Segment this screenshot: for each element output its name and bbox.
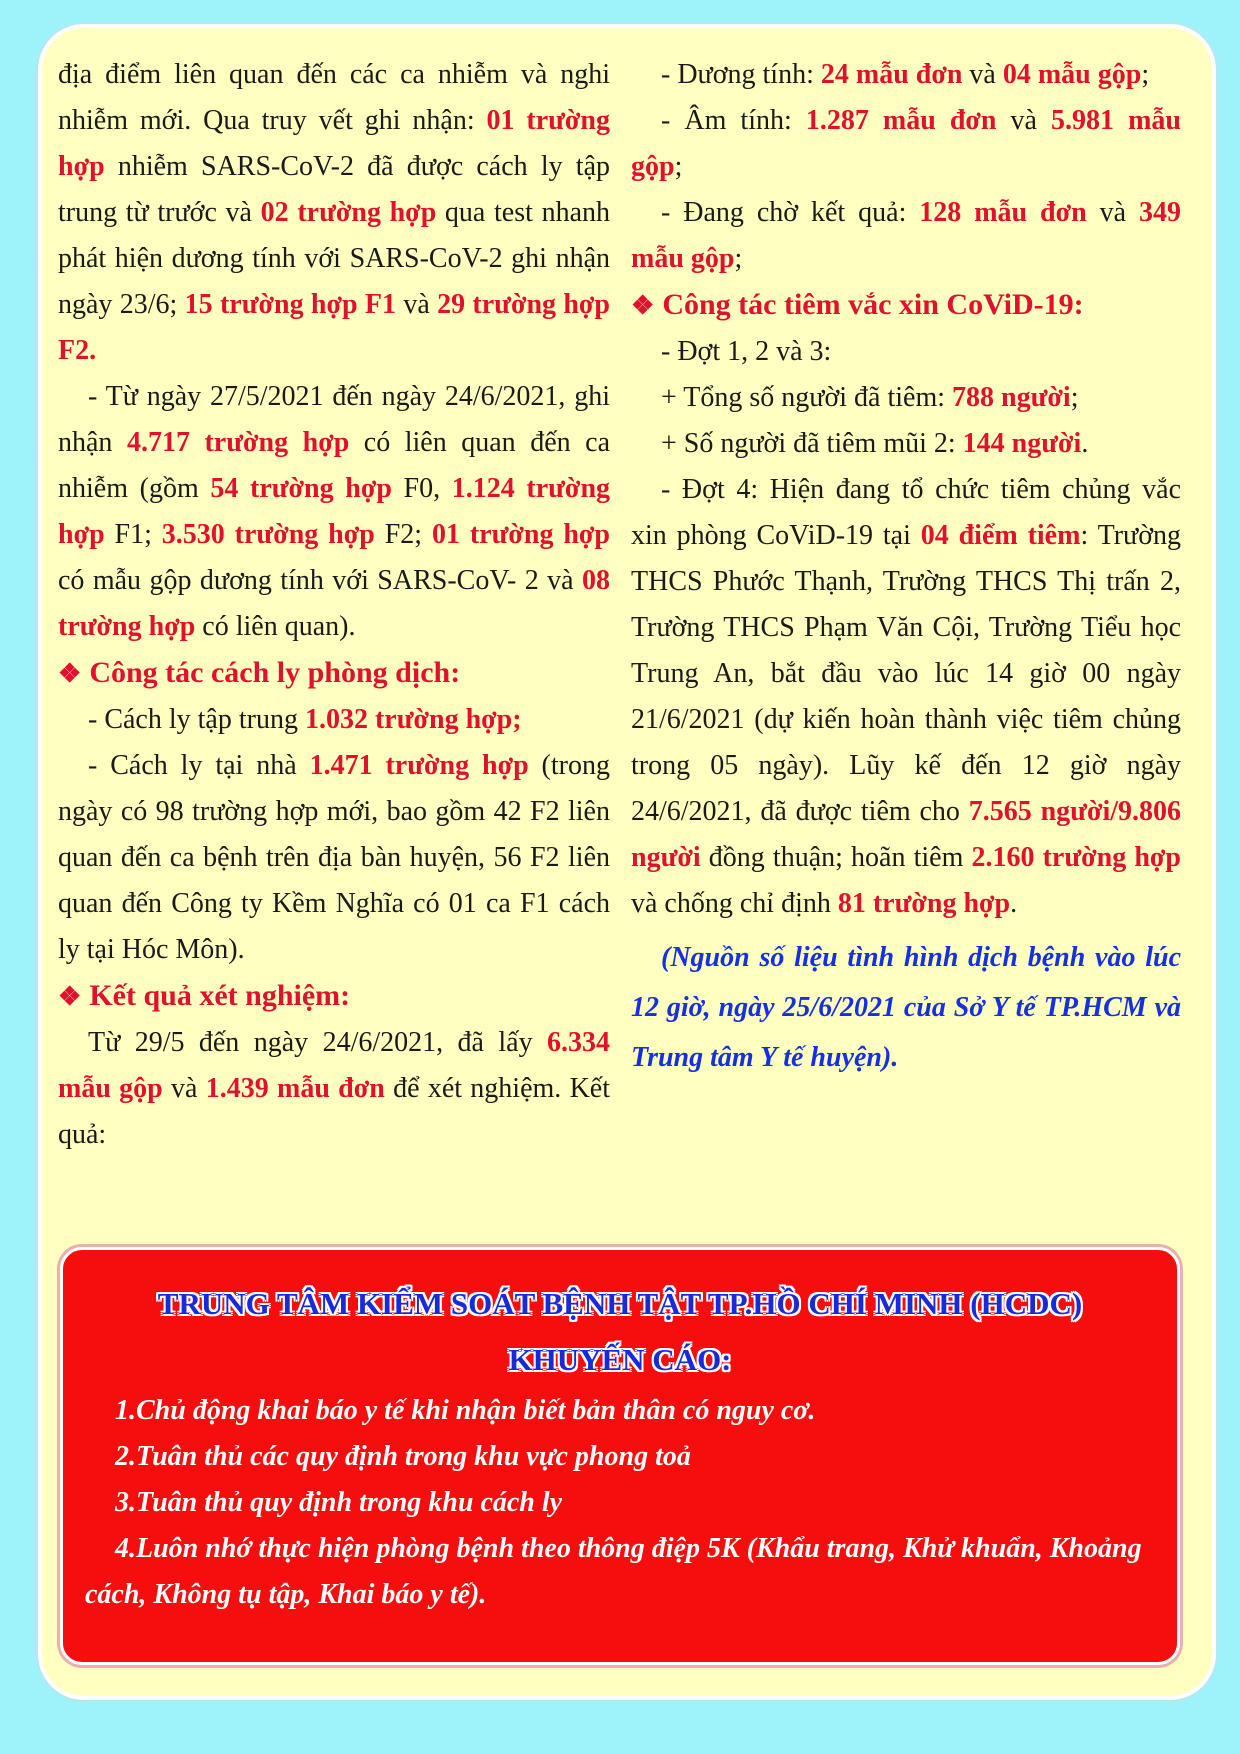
result-pending: - Đang chờ kết quả: 128 mẫu đơn và 349 mẫu gộp; [631,197,1182,274]
list-item: 4.Luôn nhớ thực hiện phòng bệnh theo thông điệp 5K (Khẩu trang, Khử khuẩn, Khoảng cách, Không tụ tập, Khai báo y tế). [85,1533,1142,1610]
paragraph-cases: - Từ ngày 27/5/2021 đến ngày 24/6/2021, ghi nhận 4.717 trường hợp có liên quan đến ca nhiễm (gồm 54 trường hợp F0, 1.124 trường hợp F1; 3.530 trường hợp F2; 01 trường hợp có mẫu gộp dương tính với SARS-CoV- 2 và 08 trường hợp có liên quan). [58,381,611,642]
banner-title: TRUNG TÂM KIỂM SOÁT BỆNH TẬT TP.HỒ CHÍ MINH (HCDC) [157,1286,1083,1321]
result-negative: - Âm tính: 1.287 mẫu đơn và 5.981 mẫu gộp; [631,105,1181,182]
heading-quarantine: ❖ Công tác cách ly phòng dịch: [58,656,461,689]
list-item: 1.Chủ động khai báo y tế khi nhận biết bản thân có nguy cơ. [115,1395,816,1426]
data-source-note: (Nguồn số liệu tình hình dịch bệnh vào lúc 12 giờ, ngày 25/6/2021 của Sở Y tế TP.HCM và Trung tâm Y tế huyện). [631,942,1181,1073]
right-column [631,52,1181,1083]
recommendation-list [63,1388,1177,1618]
vaccination-second-dose: + Số người đã tiêm mũi 2: 144 người. [661,428,1089,459]
diamond-bullet-icon: ❖ [58,659,82,688]
heading-test-results: ❖ Kết quả xét nghiệm: [58,979,351,1012]
paragraph-samples: Từ 29/5 đến ngày 24/6/2021, đã lấy 6.334 mẫu gộp và 1.439 mẫu đơn để xét nghiệm. Kết quả: [58,1027,610,1150]
paragraph-central-quarantine: - Cách ly tập trung 1.032 trường hợp; [88,704,522,735]
vaccination-total: + Tổng số người đã tiêm: 788 người; [661,382,1079,413]
banner-subtitle: KHUYẾN CÁO: [508,1342,732,1377]
left-column [58,52,610,1158]
paragraph-trace: địa điểm liên quan đến các ca nhiễm và nghi nhiễm mới. Qua truy vết ghi nhận: 01 trường hợp nhiễm SARS-CoV-2 đã được cách ly tập trung từ trước và 02 trường hợp qua test nhanh phát hiện dương tính với SARS-CoV-2 ghi nhận ngày 23/6; 15 trường hợp F1 và 29 trường hợp F2. [58,59,610,366]
result-positive: - Dương tính: 24 mẫu đơn và 04 mẫu gộp; [661,59,1150,90]
hcdc-recommendation-banner [60,1247,1180,1665]
list-item: 2.Tuân thủ các quy định trong khu vực phong toả [115,1441,691,1472]
list-item: 3.Tuân thủ quy định trong khu cách ly [115,1487,563,1518]
diamond-bullet-icon: ❖ [631,291,655,320]
paragraph-home-quarantine: - Cách ly tại nhà 1.471 trường hợp (trong ngày có 98 trường hợp mới, bao gồm 42 F2 liên quan đến ca bệnh trên địa bàn huyện, 56 F2 liên quan đến Công ty Kềm Nghĩa có 01 ca F1 cách ly tại Hóc Môn). [58,750,610,965]
diamond-bullet-icon: ❖ [58,982,82,1011]
vaccination-round-4: - Đợt 4: Hiện đang tổ chức tiêm chủng vắc xin phòng CoViD-19 tại 04 điểm tiêm: Trường THCS Phước Thạnh, Trường THCS Thị trấn 2, Trường THCS Phạm Văn Cội, Trường Tiểu học Trung An, bắt đầu vào lúc 14 giờ 00 ngày 21/6/2021 (dự kiến hoàn thành việc tiêm chủng trong 05 ngày). Lũy kế đến 12 giờ ngày 24/6/2021, đã được tiêm cho 7.565 người/9.806 người đồng thuận; hoãn tiêm 2.160 trường hợp và chống chỉ định 81 trường hợp. [631,474,1181,919]
heading-vaccination: ❖ Công tác tiêm vắc xin CoViD-19: [631,288,1084,321]
vaccination-rounds: - Đợt 1, 2 và 3: [661,336,832,367]
